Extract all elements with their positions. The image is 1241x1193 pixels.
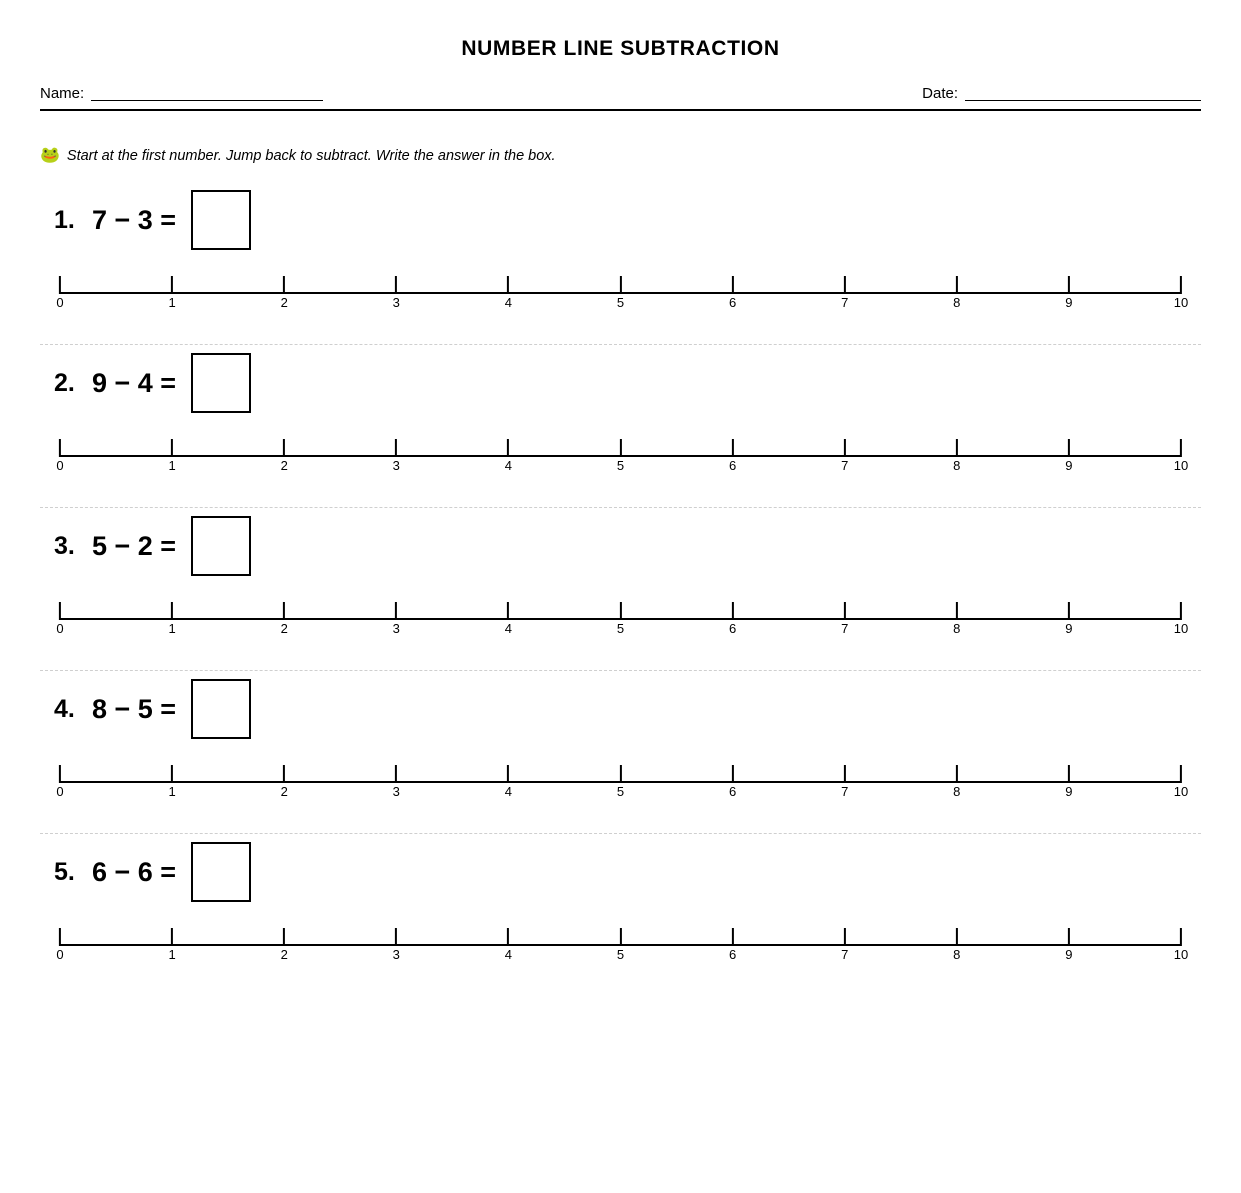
- number-line-tick: [395, 765, 397, 783]
- number-line-tick-label: 4: [504, 784, 513, 799]
- number-line-tick-label: 1: [168, 295, 176, 310]
- number-line-tick-label: 10: [1173, 947, 1189, 962]
- number-line-tick: [956, 928, 958, 946]
- number-line-tick-label: 1: [168, 458, 176, 473]
- number-line-tick: [956, 602, 958, 620]
- number-line-tick-label: 9: [1065, 947, 1073, 962]
- number-line-tick-label: 7: [841, 295, 849, 310]
- number-line-tick: [1180, 765, 1182, 783]
- number-line-tick-label: 10: [1173, 458, 1189, 473]
- number-line-tick: [395, 602, 397, 620]
- number-line-tick-label: 9: [1065, 458, 1073, 473]
- number-line-tick: [395, 276, 397, 294]
- number-line-tick: [1068, 276, 1070, 294]
- number-line-tick: [956, 439, 958, 457]
- number-line[interactable]: [56, 598, 1189, 644]
- number-line-tick: [1180, 928, 1182, 946]
- number-line-tick-label: 8: [953, 947, 961, 962]
- number-line-tick: [1068, 928, 1070, 946]
- number-line-tick: [395, 928, 397, 946]
- number-line-tick: [507, 439, 509, 457]
- number-line-tick-label: 5: [616, 947, 625, 962]
- number-line-tick-label: 6: [728, 947, 737, 962]
- number-line-tick-label: 2: [280, 295, 288, 310]
- problem-statement: [40, 671, 1201, 747]
- problem-number: 1.: [54, 205, 75, 234]
- number-line-tick: [844, 765, 846, 783]
- problem-statement: [40, 834, 1201, 910]
- problem-list: [40, 182, 1201, 970]
- number-line-tick-label: 3: [392, 295, 400, 310]
- date-field-group: [922, 86, 1201, 101]
- number-line-tick-label: 4: [504, 295, 513, 310]
- number-line-tick-label: 2: [280, 621, 288, 636]
- name-label: Name:: [40, 85, 85, 102]
- number-line-tick: [507, 928, 509, 946]
- number-line-tick: [283, 602, 285, 620]
- problem-expression: 7 − 3 =: [92, 204, 177, 235]
- instruction-text: Start at the first number. Jump back to subtract. Write the answer in the box.: [66, 147, 556, 164]
- number-line-tick-label: 5: [616, 295, 625, 310]
- problem-number: 3.: [54, 531, 75, 560]
- name-field-group: [40, 86, 323, 101]
- problem-expression: 5 − 2 =: [92, 530, 177, 561]
- date-label: Date:: [922, 85, 958, 102]
- number-line-tick-label: 10: [1173, 295, 1189, 310]
- problem-number: 4.: [54, 694, 75, 723]
- number-line-tick: [283, 928, 285, 946]
- number-line-tick: [59, 765, 61, 783]
- frog-face-icon: 🐸: [40, 147, 60, 164]
- number-line-tick-label: 10: [1173, 621, 1189, 636]
- number-line-tick-label: 4: [504, 621, 513, 636]
- number-line-tick: [844, 602, 846, 620]
- number-line-tick: [619, 439, 621, 457]
- number-line-tick-label: 7: [841, 784, 849, 799]
- number-line-tick-label: 5: [616, 621, 625, 636]
- number-line-tick-label: 9: [1065, 621, 1073, 636]
- number-line[interactable]: [56, 435, 1189, 481]
- number-line-tick: [844, 439, 846, 457]
- number-line-tick: [844, 928, 846, 946]
- number-line-tick: [171, 928, 173, 946]
- number-line-tick-label: 5: [616, 784, 625, 799]
- number-line-tick: [956, 765, 958, 783]
- number-line-tick-label: 4: [504, 947, 513, 962]
- number-line-tick-label: 3: [392, 458, 400, 473]
- number-line-tick-label: 3: [392, 621, 400, 636]
- problem-statement: [40, 182, 1201, 258]
- number-line-tick: [283, 439, 285, 457]
- number-line-tick-label: 3: [392, 947, 400, 962]
- number-line-tick-label: 1: [168, 784, 176, 799]
- number-line-tick-label: 9: [1065, 784, 1073, 799]
- number-line-tick-label: 0: [56, 621, 64, 636]
- number-line-tick: [731, 765, 733, 783]
- answer-box[interactable]: [191, 516, 251, 576]
- number-line[interactable]: [56, 272, 1189, 318]
- number-line-tick: [956, 276, 958, 294]
- number-line-tick: [507, 276, 509, 294]
- answer-box[interactable]: [191, 679, 251, 739]
- header-divider: [40, 109, 1201, 111]
- number-line-tick: [507, 765, 509, 783]
- problem-row: [40, 671, 1201, 834]
- instruction-line: [40, 148, 1201, 164]
- number-line-tick-label: 6: [728, 458, 737, 473]
- number-line-tick-label: 1: [168, 947, 176, 962]
- problem-statement: [40, 345, 1201, 421]
- problem-statement: [40, 508, 1201, 584]
- number-line-tick: [171, 765, 173, 783]
- number-line-tick: [171, 602, 173, 620]
- number-line-tick: [1068, 765, 1070, 783]
- number-line-tick-label: 7: [841, 458, 849, 473]
- number-line-tick-label: 8: [953, 784, 961, 799]
- number-line-tick: [1068, 439, 1070, 457]
- name-input-line[interactable]: [91, 87, 323, 101]
- number-line-tick-label: 0: [56, 295, 64, 310]
- page-title: NUMBER LINE SUBTRACTION: [461, 37, 780, 60]
- problem-row: [40, 834, 1201, 970]
- number-line-tick-label: 2: [280, 947, 288, 962]
- problem-number: 5.: [54, 857, 75, 886]
- problem-row: [40, 508, 1201, 671]
- number-line-tick-label: 3: [392, 784, 400, 799]
- answer-box[interactable]: [191, 353, 251, 413]
- number-line-tick-label: 10: [1173, 784, 1189, 799]
- number-line-tick-label: 2: [280, 458, 288, 473]
- number-line-tick: [1180, 276, 1182, 294]
- number-line-tick-label: 0: [56, 458, 64, 473]
- number-line-tick: [283, 276, 285, 294]
- number-line-tick-label: 6: [728, 621, 737, 636]
- number-line-tick: [731, 276, 733, 294]
- number-line-tick: [619, 928, 621, 946]
- number-line-tick-label: 5: [616, 458, 625, 473]
- number-line-tick: [59, 602, 61, 620]
- number-line-tick: [844, 276, 846, 294]
- number-line-tick-label: 0: [56, 947, 64, 962]
- number-line-tick: [1068, 602, 1070, 620]
- number-line[interactable]: [56, 761, 1189, 807]
- number-line-tick-label: 7: [841, 621, 849, 636]
- number-line-tick-label: 2: [280, 784, 288, 799]
- number-line-tick-label: 8: [953, 458, 961, 473]
- number-line-tick: [507, 602, 509, 620]
- answer-box[interactable]: [191, 842, 251, 902]
- number-line-tick-label: 9: [1065, 295, 1073, 310]
- number-line-tick: [59, 928, 61, 946]
- number-line-tick-label: 8: [953, 295, 961, 310]
- number-line-tick: [283, 765, 285, 783]
- number-line-tick: [619, 602, 621, 620]
- problem-expression: 9 − 4 =: [92, 367, 177, 398]
- answer-box[interactable]: [191, 190, 251, 250]
- number-line[interactable]: [56, 924, 1189, 970]
- number-line-tick: [395, 439, 397, 457]
- problem-row: [40, 345, 1201, 508]
- number-line-tick-label: 8: [953, 621, 961, 636]
- number-line-tick: [171, 439, 173, 457]
- number-line-tick: [731, 439, 733, 457]
- number-line-tick: [731, 602, 733, 620]
- number-line-tick: [171, 276, 173, 294]
- problem-row: [40, 182, 1201, 345]
- problem-expression: 8 − 5 =: [92, 693, 177, 724]
- number-line-tick-label: 7: [841, 947, 849, 962]
- problem-expression: 6 − 6 =: [92, 856, 177, 887]
- number-line-tick: [1180, 602, 1182, 620]
- number-line-tick: [731, 928, 733, 946]
- date-input-line[interactable]: [965, 87, 1201, 101]
- number-line-tick-label: 1: [168, 621, 176, 636]
- number-line-tick: [1180, 439, 1182, 457]
- number-line-tick-label: 6: [728, 295, 737, 310]
- number-line-tick-label: 6: [728, 784, 737, 799]
- student-info-row: [40, 86, 1201, 101]
- number-line-tick: [59, 276, 61, 294]
- number-line-tick: [619, 765, 621, 783]
- problem-number: 2.: [54, 368, 75, 397]
- number-line-tick-label: 4: [504, 458, 513, 473]
- number-line-tick: [619, 276, 621, 294]
- number-line-tick-label: 0: [56, 784, 64, 799]
- number-line-tick: [59, 439, 61, 457]
